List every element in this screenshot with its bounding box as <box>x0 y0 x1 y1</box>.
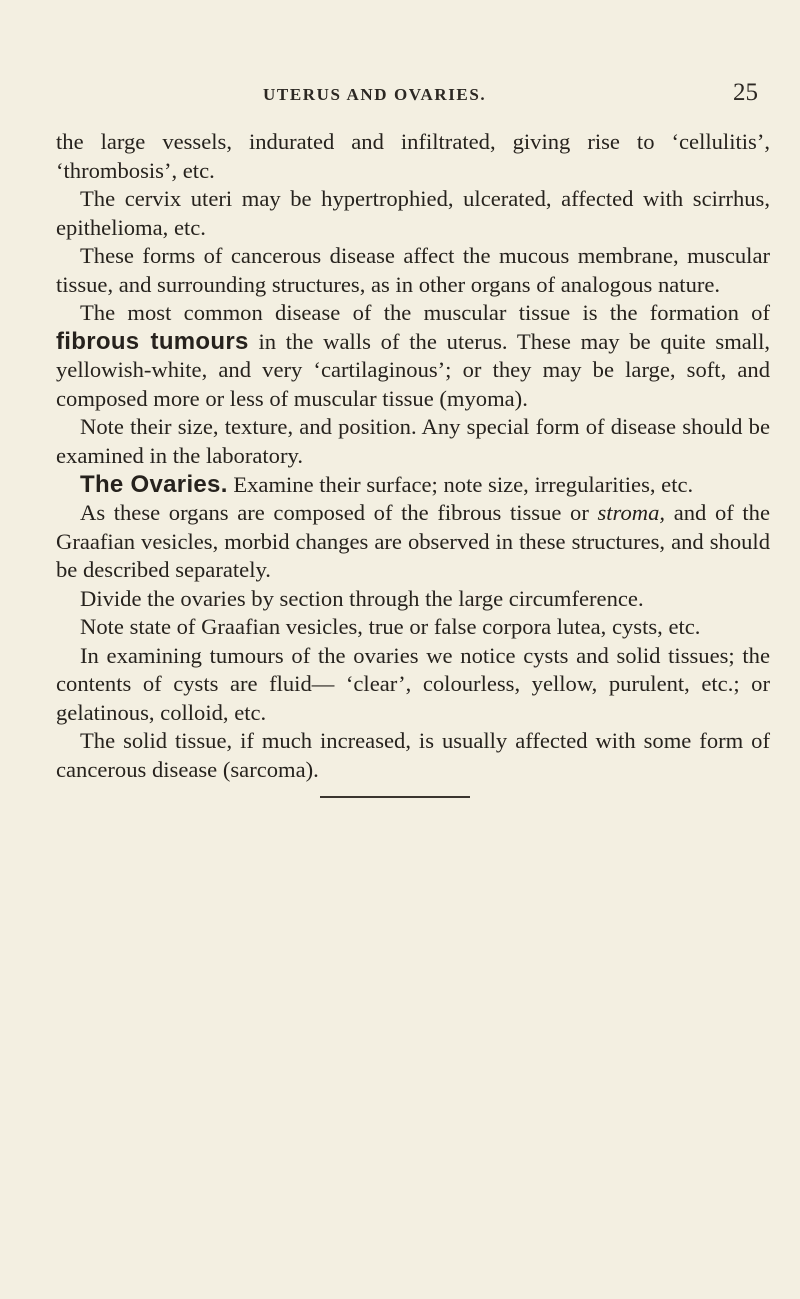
paragraph-graafian: Note state of Graafian vesicles, true or false corpora lutea, cysts, etc. <box>80 614 701 640</box>
paragraph-note-size: Note their size, texture, and position. Any special form of disease should be examined in the laboratory. <box>56 414 770 469</box>
stroma-italic: stroma, <box>597 500 666 526</box>
running-head <box>0 79 800 111</box>
paragraph-cervix: The cervix uteri may be hypertrophied, ulcerated, affected with scirrhus, epithelioma, etc. <box>56 186 770 240</box>
paragraph-solid-tissue: The solid tissue, if much increased, is usually affected with some form of cancerous disease (sarcoma). <box>56 728 770 783</box>
paragraph-fibrous-tumours <box>56 299 770 413</box>
running-title: UTERUS AND OVARIES. <box>263 85 487 104</box>
section-end-rule <box>320 796 470 798</box>
stroma-text-after: and of the Graafian vesicles, morbid changes are observed in these structures, and should be described separately. <box>56 500 770 583</box>
ovaries-text: Examine their surface; note size, irregularities, etc. <box>233 471 694 497</box>
stroma-text-before: As these organs are composed of the fibrous tissue or <box>80 500 589 526</box>
paragraph-divide: Divide the ovaries by section through the large circumference. <box>80 585 644 611</box>
fibrous-text-after: in the walls of the uterus. These may be quite small, yellowish-white, and very ‘cartilaginous’; or they may be large, soft, and composed more or less of muscular tissue (myoma). <box>56 328 770 411</box>
paragraph-cysts: In examining tumours of the ovaries we notice cysts and solid tissues; the contents of cysts are fluid— ‘clear’, colourless, yellow, purulent, etc.; or gelatinous, colloid, etc. <box>56 642 770 725</box>
paragraph-stroma <box>56 499 770 585</box>
paragraph-cancerous-forms: These forms of cancerous disease affect the mucous membrane, muscular tissue, and surrounding structures, as in other organs of analogous nature. <box>56 243 770 297</box>
fibrous-text-before: The most common disease of the muscular tissue is the formation of <box>80 300 770 326</box>
paragraph-ovaries <box>56 471 770 500</box>
ovaries-heading: The Ovaries. <box>80 470 228 498</box>
body-text <box>56 128 770 785</box>
paragraph-cellulitis: the large vessels, indurated and infiltrated, giving rise to ‘cellulitis’, ‘thrombosis’, etc. <box>56 129 770 183</box>
fibrous-tumours-heading: fibrous tumours <box>56 327 249 355</box>
page-number: 25 <box>733 79 758 106</box>
